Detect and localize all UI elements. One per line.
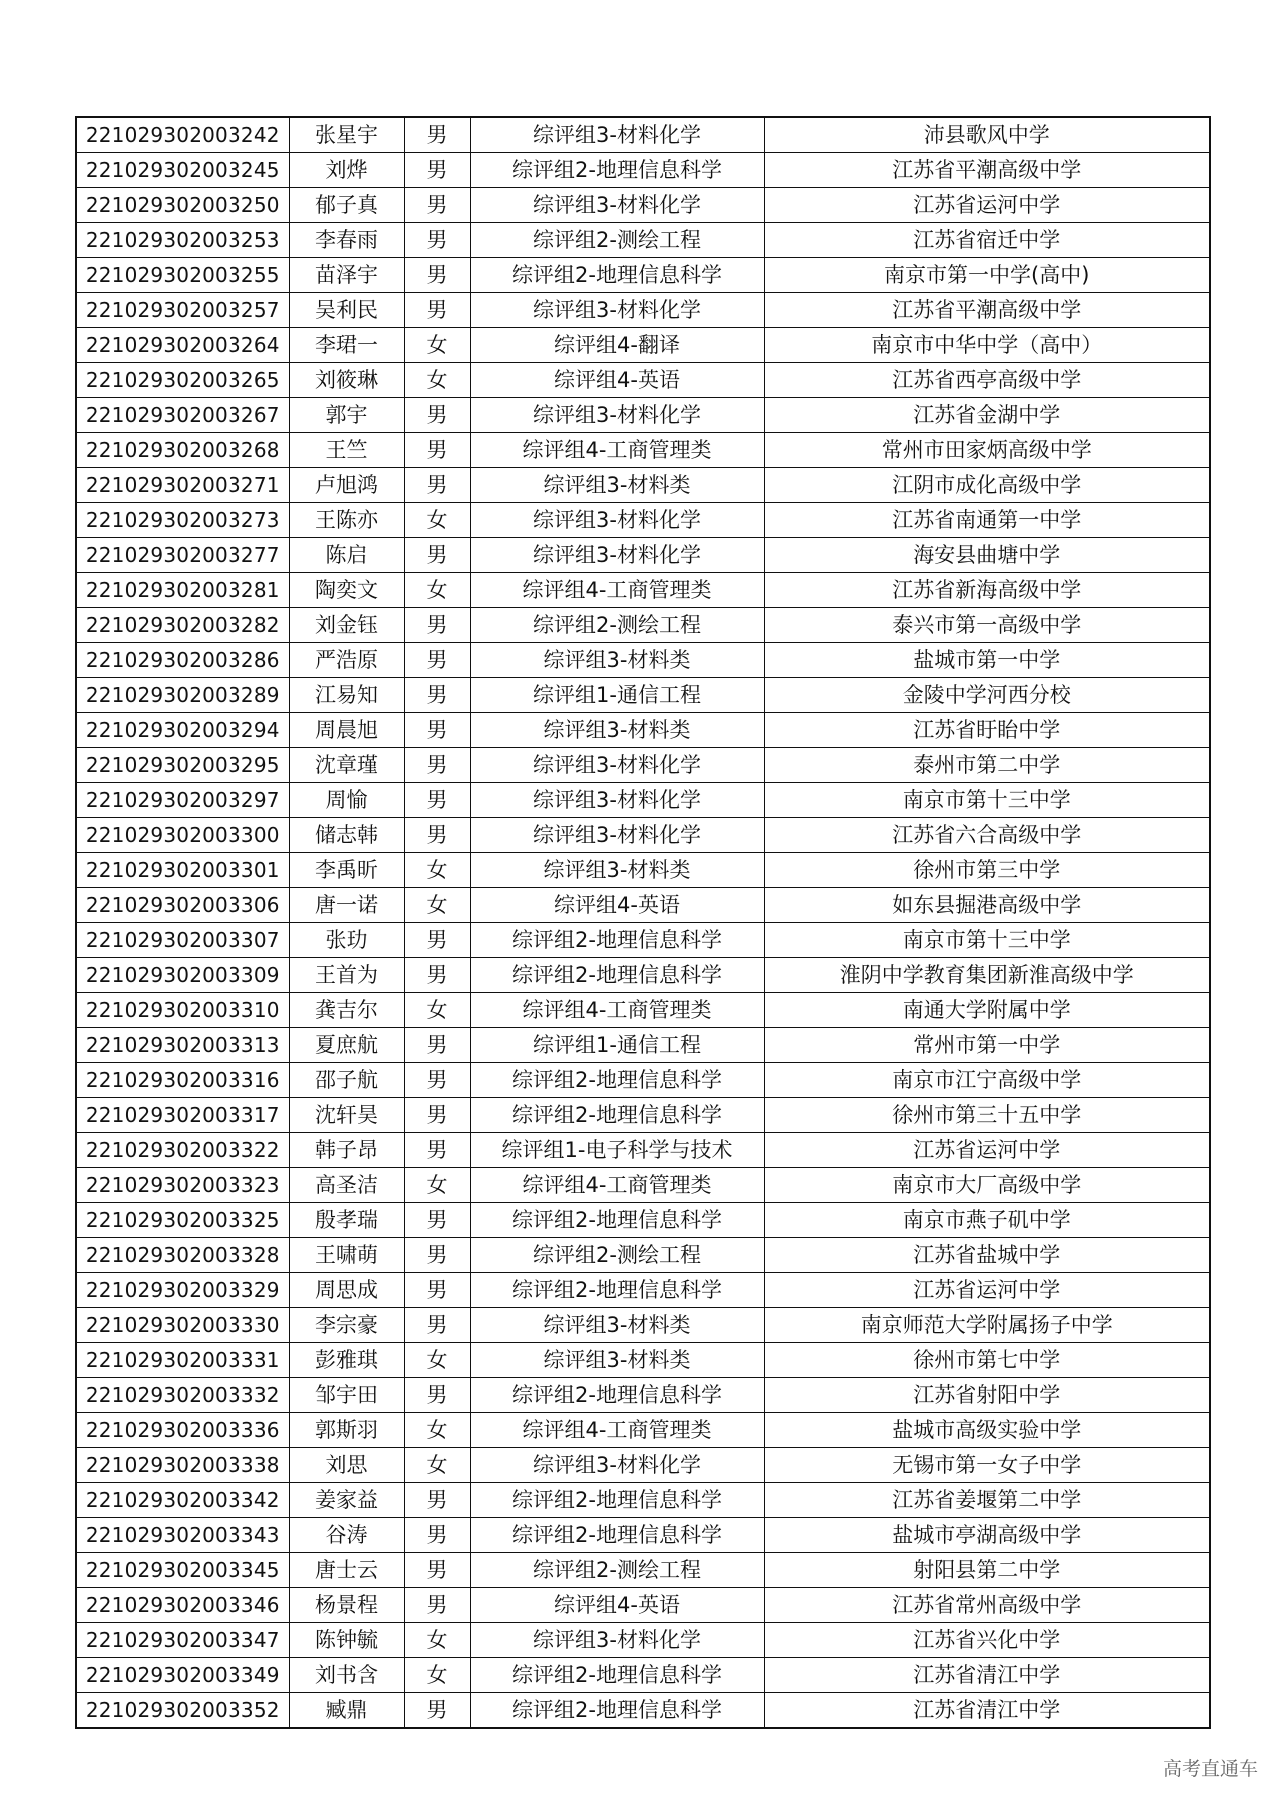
gender-cell: 男 <box>404 1553 470 1588</box>
candidate-id-cell: 221029302003352 <box>76 1693 289 1729</box>
gender-cell: 女 <box>404 503 470 538</box>
table-row <box>76 1273 1210 1308</box>
table-row <box>76 363 1210 398</box>
school-cell: 江苏省运河中学 <box>764 1133 1210 1168</box>
program-cell: 综评组3-材料化学 <box>470 398 764 433</box>
school-cell: 江苏省六合高级中学 <box>764 818 1210 853</box>
name-cell: 陈启 <box>289 538 404 573</box>
gender-cell: 女 <box>404 1623 470 1658</box>
candidate-id-cell: 221029302003257 <box>76 293 289 328</box>
table-row <box>76 1028 1210 1063</box>
gender-cell: 男 <box>404 643 470 678</box>
school-cell: 江苏省姜堰第二中学 <box>764 1483 1210 1518</box>
school-cell: 金陵中学河西分校 <box>764 678 1210 713</box>
table-row <box>76 117 1210 153</box>
name-cell: 姜家益 <box>289 1483 404 1518</box>
program-cell: 综评组3-材料化学 <box>470 1448 764 1483</box>
candidate-id-cell: 221029302003281 <box>76 573 289 608</box>
school-cell: 盐城市高级实验中学 <box>764 1413 1210 1448</box>
table-row <box>76 433 1210 468</box>
gender-cell: 男 <box>404 1203 470 1238</box>
table-row <box>76 608 1210 643</box>
candidate-id-cell: 221029302003294 <box>76 713 289 748</box>
gender-cell: 男 <box>404 1098 470 1133</box>
school-cell: 常州市田家炳高级中学 <box>764 433 1210 468</box>
program-cell: 综评组2-测绘工程 <box>470 1238 764 1273</box>
gender-cell: 男 <box>404 433 470 468</box>
watermark-text: 高考直通车 <box>1162 1758 1258 1780</box>
name-cell: 刘书含 <box>289 1658 404 1693</box>
program-cell: 综评组3-材料化学 <box>470 818 764 853</box>
candidate-id-cell: 221029302003347 <box>76 1623 289 1658</box>
school-cell: 南京市燕子矶中学 <box>764 1203 1210 1238</box>
name-cell: 邹宇田 <box>289 1378 404 1413</box>
program-cell: 综评组3-材料化学 <box>470 1623 764 1658</box>
school-cell: 南京市第十三中学 <box>764 923 1210 958</box>
name-cell: 刘思 <box>289 1448 404 1483</box>
candidate-id-cell: 221029302003250 <box>76 188 289 223</box>
gender-cell: 女 <box>404 993 470 1028</box>
table-row <box>76 888 1210 923</box>
program-cell: 综评组3-材料化学 <box>470 188 764 223</box>
program-cell: 综评组2-测绘工程 <box>470 1553 764 1588</box>
table-row <box>76 1063 1210 1098</box>
candidate-id-cell: 221029302003322 <box>76 1133 289 1168</box>
table-row <box>76 923 1210 958</box>
name-cell: 吴利民 <box>289 293 404 328</box>
table-row <box>76 1483 1210 1518</box>
gender-cell: 女 <box>404 363 470 398</box>
gender-cell: 男 <box>404 923 470 958</box>
gender-cell: 男 <box>404 748 470 783</box>
school-cell: 淮阴中学教育集团新淮高级中学 <box>764 958 1210 993</box>
school-cell: 南通大学附属中学 <box>764 993 1210 1028</box>
school-cell: 南京市第十三中学 <box>764 783 1210 818</box>
candidate-id-cell: 221029302003313 <box>76 1028 289 1063</box>
table-row <box>76 678 1210 713</box>
school-cell: 泰州市第二中学 <box>764 748 1210 783</box>
name-cell: 臧鼎 <box>289 1693 404 1729</box>
name-cell: 刘烨 <box>289 153 404 188</box>
gender-cell: 男 <box>404 1518 470 1553</box>
table-row <box>76 1308 1210 1343</box>
candidate-id-cell: 221029302003343 <box>76 1518 289 1553</box>
table-row <box>76 958 1210 993</box>
program-cell: 综评组3-材料化学 <box>470 503 764 538</box>
gender-cell: 男 <box>404 958 470 993</box>
program-cell: 综评组3-材料化学 <box>470 117 764 153</box>
gender-cell: 女 <box>404 888 470 923</box>
name-cell: 周愉 <box>289 783 404 818</box>
table-row <box>76 468 1210 503</box>
program-cell: 综评组1-通信工程 <box>470 678 764 713</box>
school-cell: 海安县曲塘中学 <box>764 538 1210 573</box>
program-cell: 综评组2-地理信息科学 <box>470 1518 764 1553</box>
program-cell: 综评组3-材料化学 <box>470 748 764 783</box>
name-cell: 张玏 <box>289 923 404 958</box>
gender-cell: 男 <box>404 1378 470 1413</box>
candidate-id-cell: 221029302003310 <box>76 993 289 1028</box>
candidate-id-cell: 221029302003325 <box>76 1203 289 1238</box>
table-row <box>76 643 1210 678</box>
school-cell: 射阳县第二中学 <box>764 1553 1210 1588</box>
program-cell: 综评组4-工商管理类 <box>470 573 764 608</box>
gender-cell: 男 <box>404 1483 470 1518</box>
roster-table-body <box>76 117 1210 1728</box>
table-row <box>76 538 1210 573</box>
name-cell: 邵子航 <box>289 1063 404 1098</box>
program-cell: 综评组1-电子科学与技术 <box>470 1133 764 1168</box>
school-cell: 江苏省射阳中学 <box>764 1378 1210 1413</box>
name-cell: 李珺一 <box>289 328 404 363</box>
program-cell: 综评组2-地理信息科学 <box>470 1658 764 1693</box>
candidate-id-cell: 221029302003323 <box>76 1168 289 1203</box>
gender-cell: 女 <box>404 1658 470 1693</box>
candidate-id-cell: 221029302003328 <box>76 1238 289 1273</box>
candidate-id-cell: 221029302003297 <box>76 783 289 818</box>
name-cell: 谷涛 <box>289 1518 404 1553</box>
program-cell: 综评组3-材料类 <box>470 1343 764 1378</box>
gender-cell: 男 <box>404 608 470 643</box>
name-cell: 王啸萌 <box>289 1238 404 1273</box>
program-cell: 综评组2-测绘工程 <box>470 223 764 258</box>
candidate-id-cell: 221029302003301 <box>76 853 289 888</box>
table-row <box>76 1588 1210 1623</box>
school-cell: 沛县歌风中学 <box>764 117 1210 153</box>
table-row <box>76 1518 1210 1553</box>
name-cell: 李春雨 <box>289 223 404 258</box>
name-cell: 沈章瑾 <box>289 748 404 783</box>
school-cell: 南京市第一中学(高中) <box>764 258 1210 293</box>
candidate-id-cell: 221029302003342 <box>76 1483 289 1518</box>
school-cell: 江苏省运河中学 <box>764 1273 1210 1308</box>
name-cell: 周晨旭 <box>289 713 404 748</box>
program-cell: 综评组3-材料类 <box>470 713 764 748</box>
school-cell: 江苏省清江中学 <box>764 1693 1210 1729</box>
program-cell: 综评组3-材料类 <box>470 643 764 678</box>
name-cell: 郭斯羽 <box>289 1413 404 1448</box>
table-row <box>76 783 1210 818</box>
program-cell: 综评组2-地理信息科学 <box>470 1063 764 1098</box>
gender-cell: 男 <box>404 223 470 258</box>
candidate-id-cell: 221029302003273 <box>76 503 289 538</box>
candidate-id-cell: 221029302003265 <box>76 363 289 398</box>
school-cell: 徐州市第七中学 <box>764 1343 1210 1378</box>
program-cell: 综评组2-地理信息科学 <box>470 923 764 958</box>
school-cell: 江苏省西亭高级中学 <box>764 363 1210 398</box>
table-row <box>76 1378 1210 1413</box>
school-cell: 江苏省宿迁中学 <box>764 223 1210 258</box>
table-row <box>76 293 1210 328</box>
table-row <box>76 713 1210 748</box>
table-row <box>76 853 1210 888</box>
name-cell: 唐士云 <box>289 1553 404 1588</box>
program-cell: 综评组4-英语 <box>470 1588 764 1623</box>
candidate-id-cell: 221029302003242 <box>76 117 289 153</box>
name-cell: 李宗豪 <box>289 1308 404 1343</box>
table-row <box>76 1448 1210 1483</box>
candidate-id-cell: 221029302003286 <box>76 643 289 678</box>
table-row <box>76 993 1210 1028</box>
name-cell: 沈轩昊 <box>289 1098 404 1133</box>
name-cell: 高圣洁 <box>289 1168 404 1203</box>
candidate-id-cell: 221029302003316 <box>76 1063 289 1098</box>
school-cell: 常州市第一中学 <box>764 1028 1210 1063</box>
gender-cell: 男 <box>404 713 470 748</box>
name-cell: 刘筱琳 <box>289 363 404 398</box>
table-row <box>76 223 1210 258</box>
candidate-id-cell: 221029302003345 <box>76 1553 289 1588</box>
program-cell: 综评组3-材料化学 <box>470 538 764 573</box>
candidate-id-cell: 221029302003336 <box>76 1413 289 1448</box>
candidate-id-cell: 221029302003245 <box>76 153 289 188</box>
school-cell: 如东县掘港高级中学 <box>764 888 1210 923</box>
program-cell: 综评组4-英语 <box>470 363 764 398</box>
gender-cell: 男 <box>404 1273 470 1308</box>
name-cell: 江易知 <box>289 678 404 713</box>
name-cell: 王首为 <box>289 958 404 993</box>
school-cell: 江苏省平潮高级中学 <box>764 293 1210 328</box>
gender-cell: 男 <box>404 153 470 188</box>
gender-cell: 女 <box>404 853 470 888</box>
candidate-id-cell: 221029302003289 <box>76 678 289 713</box>
name-cell: 卢旭鸿 <box>289 468 404 503</box>
gender-cell: 男 <box>404 783 470 818</box>
name-cell: 郭宇 <box>289 398 404 433</box>
gender-cell: 男 <box>404 538 470 573</box>
gender-cell: 男 <box>404 293 470 328</box>
school-cell: 江阴市成化高级中学 <box>764 468 1210 503</box>
candidate-id-cell: 221029302003255 <box>76 258 289 293</box>
school-cell: 江苏省常州高级中学 <box>764 1588 1210 1623</box>
school-cell: 泰兴市第一高级中学 <box>764 608 1210 643</box>
school-cell: 江苏省盐城中学 <box>764 1238 1210 1273</box>
gender-cell: 男 <box>404 258 470 293</box>
name-cell: 李禹昕 <box>289 853 404 888</box>
school-cell: 南京师范大学附属扬子中学 <box>764 1308 1210 1343</box>
name-cell: 刘金钰 <box>289 608 404 643</box>
program-cell: 综评组2-地理信息科学 <box>470 958 764 993</box>
program-cell: 综评组4-工商管理类 <box>470 993 764 1028</box>
school-cell: 盐城市第一中学 <box>764 643 1210 678</box>
gender-cell: 男 <box>404 398 470 433</box>
name-cell: 龚吉尔 <box>289 993 404 1028</box>
table-row <box>76 1658 1210 1693</box>
candidate-id-cell: 221029302003331 <box>76 1343 289 1378</box>
table-row <box>76 1693 1210 1729</box>
gender-cell: 男 <box>404 678 470 713</box>
name-cell: 王竺 <box>289 433 404 468</box>
school-cell: 徐州市第三十五中学 <box>764 1098 1210 1133</box>
program-cell: 综评组2-地理信息科学 <box>470 153 764 188</box>
gender-cell: 男 <box>404 1588 470 1623</box>
program-cell: 综评组3-材料化学 <box>470 293 764 328</box>
gender-cell: 男 <box>404 1238 470 1273</box>
program-cell: 综评组4-工商管理类 <box>470 1413 764 1448</box>
table-row <box>76 188 1210 223</box>
candidate-id-cell: 221029302003349 <box>76 1658 289 1693</box>
table-row <box>76 1133 1210 1168</box>
program-cell: 综评组3-材料化学 <box>470 783 764 818</box>
table-row <box>76 818 1210 853</box>
name-cell: 陶奕文 <box>289 573 404 608</box>
school-cell: 江苏省平潮高级中学 <box>764 153 1210 188</box>
table-row <box>76 1238 1210 1273</box>
school-cell: 无锡市第一女子中学 <box>764 1448 1210 1483</box>
program-cell: 综评组2-地理信息科学 <box>470 1693 764 1729</box>
name-cell: 杨景程 <box>289 1588 404 1623</box>
table-row <box>76 1168 1210 1203</box>
table-row <box>76 573 1210 608</box>
gender-cell: 男 <box>404 1693 470 1729</box>
program-cell: 综评组3-材料类 <box>470 853 764 888</box>
name-cell: 严浩原 <box>289 643 404 678</box>
candidate-id-cell: 221029302003271 <box>76 468 289 503</box>
candidate-id-cell: 221029302003277 <box>76 538 289 573</box>
program-cell: 综评组4-翻译 <box>470 328 764 363</box>
table-row <box>76 398 1210 433</box>
table-row <box>76 153 1210 188</box>
name-cell: 周思成 <box>289 1273 404 1308</box>
gender-cell: 男 <box>404 818 470 853</box>
school-cell: 江苏省兴化中学 <box>764 1623 1210 1658</box>
program-cell: 综评组2-地理信息科学 <box>470 1483 764 1518</box>
candidate-id-cell: 221029302003329 <box>76 1273 289 1308</box>
school-cell: 盐城市亭湖高级中学 <box>764 1518 1210 1553</box>
program-cell: 综评组4-工商管理类 <box>470 1168 764 1203</box>
school-cell: 江苏省盱眙中学 <box>764 713 1210 748</box>
gender-cell: 男 <box>404 1063 470 1098</box>
school-cell: 徐州市第三中学 <box>764 853 1210 888</box>
school-cell: 江苏省清江中学 <box>764 1658 1210 1693</box>
table-row <box>76 1203 1210 1238</box>
program-cell: 综评组2-测绘工程 <box>470 608 764 643</box>
table-row <box>76 1413 1210 1448</box>
school-cell: 江苏省运河中学 <box>764 188 1210 223</box>
table-row <box>76 503 1210 538</box>
table-row <box>76 1098 1210 1133</box>
candidate-id-cell: 221029302003309 <box>76 958 289 993</box>
name-cell: 王陈亦 <box>289 503 404 538</box>
school-cell: 南京市中华中学（高中） <box>764 328 1210 363</box>
gender-cell: 男 <box>404 1308 470 1343</box>
name-cell: 储志韩 <box>289 818 404 853</box>
gender-cell: 女 <box>404 1343 470 1378</box>
table-row <box>76 1623 1210 1658</box>
candidate-id-cell: 221029302003346 <box>76 1588 289 1623</box>
program-cell: 综评组2-地理信息科学 <box>470 258 764 293</box>
candidate-id-cell: 221029302003268 <box>76 433 289 468</box>
gender-cell: 女 <box>404 1168 470 1203</box>
table-row <box>76 1343 1210 1378</box>
table-row <box>76 1553 1210 1588</box>
candidate-id-cell: 221029302003295 <box>76 748 289 783</box>
program-cell: 综评组3-材料类 <box>470 1308 764 1343</box>
gender-cell: 女 <box>404 328 470 363</box>
table-row <box>76 748 1210 783</box>
name-cell: 韩子昂 <box>289 1133 404 1168</box>
name-cell: 陈钟毓 <box>289 1623 404 1658</box>
school-cell: 南京市大厂高级中学 <box>764 1168 1210 1203</box>
school-cell: 江苏省新海高级中学 <box>764 573 1210 608</box>
candidate-id-cell: 221029302003317 <box>76 1098 289 1133</box>
program-cell: 综评组3-材料类 <box>470 468 764 503</box>
name-cell: 唐一诺 <box>289 888 404 923</box>
gender-cell: 女 <box>404 1448 470 1483</box>
name-cell: 殷孝瑞 <box>289 1203 404 1238</box>
program-cell: 综评组4-工商管理类 <box>470 433 764 468</box>
name-cell: 郁子真 <box>289 188 404 223</box>
table-row <box>76 258 1210 293</box>
program-cell: 综评组1-通信工程 <box>470 1028 764 1063</box>
program-cell: 综评组2-地理信息科学 <box>470 1378 764 1413</box>
gender-cell: 男 <box>404 1028 470 1063</box>
gender-cell: 男 <box>404 1133 470 1168</box>
candidate-id-cell: 221029302003267 <box>76 398 289 433</box>
name-cell: 夏庶航 <box>289 1028 404 1063</box>
candidate-id-cell: 221029302003282 <box>76 608 289 643</box>
candidate-id-cell: 221029302003307 <box>76 923 289 958</box>
gender-cell: 女 <box>404 573 470 608</box>
candidate-id-cell: 221029302003253 <box>76 223 289 258</box>
school-cell: 江苏省金湖中学 <box>764 398 1210 433</box>
program-cell: 综评组2-地理信息科学 <box>470 1273 764 1308</box>
name-cell: 彭雅琪 <box>289 1343 404 1378</box>
candidate-id-cell: 221029302003332 <box>76 1378 289 1413</box>
gender-cell: 男 <box>404 468 470 503</box>
candidate-id-cell: 221029302003330 <box>76 1308 289 1343</box>
program-cell: 综评组4-英语 <box>470 888 764 923</box>
admission-roster-table <box>75 116 1211 1729</box>
gender-cell: 男 <box>404 117 470 153</box>
candidate-id-cell: 221029302003300 <box>76 818 289 853</box>
program-cell: 综评组2-地理信息科学 <box>470 1203 764 1238</box>
school-cell: 南京市江宁高级中学 <box>764 1063 1210 1098</box>
gender-cell: 男 <box>404 188 470 223</box>
candidate-id-cell: 221029302003338 <box>76 1448 289 1483</box>
candidate-id-cell: 221029302003264 <box>76 328 289 363</box>
school-cell: 江苏省南通第一中学 <box>764 503 1210 538</box>
name-cell: 苗泽宇 <box>289 258 404 293</box>
program-cell: 综评组2-地理信息科学 <box>470 1098 764 1133</box>
table-row <box>76 328 1210 363</box>
candidate-id-cell: 221029302003306 <box>76 888 289 923</box>
name-cell: 张星宇 <box>289 117 404 153</box>
gender-cell: 女 <box>404 1413 470 1448</box>
